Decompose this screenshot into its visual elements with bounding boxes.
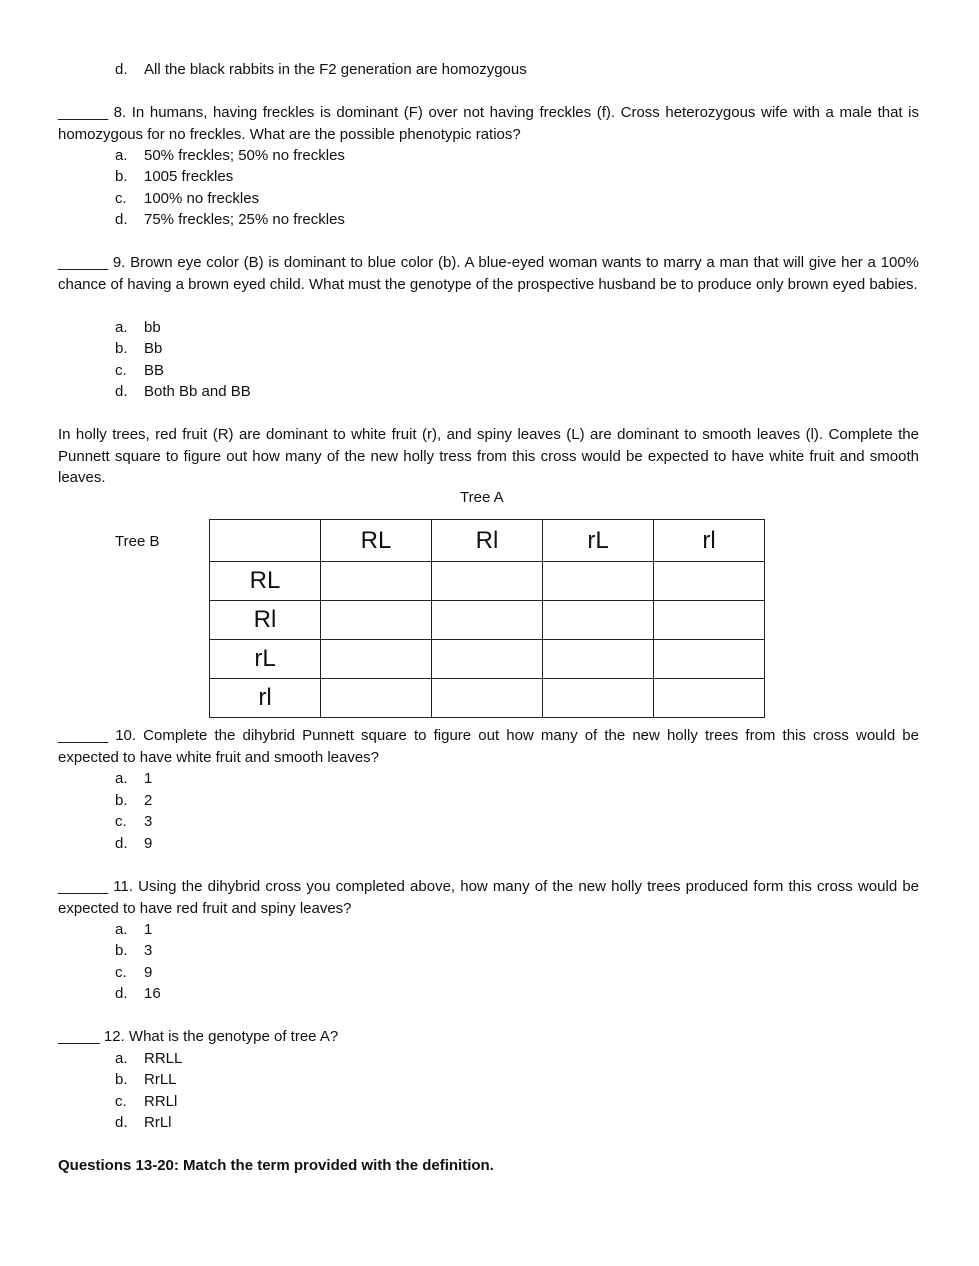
option-letter: d. <box>115 1114 128 1131</box>
tree-b-label: Tree B <box>115 533 160 550</box>
punnett-cell[interactable] <box>432 640 543 679</box>
option-text: 50% freckles; 50% no freckles <box>144 147 345 164</box>
punnett-cell[interactable] <box>543 562 654 601</box>
punnett-cell[interactable] <box>432 562 543 601</box>
tree-a-label: Tree A <box>460 489 504 506</box>
q12-option-b <box>115 1069 177 1091</box>
question-8 <box>58 102 919 145</box>
option-text: 3 <box>144 942 153 959</box>
question-11-text: 11. Using the dihybrid cross you completed above, how many of the new holly trees produced form this cross would be expected to have red fruit and spiny leaves? <box>58 878 920 917</box>
punnett-cell[interactable] <box>654 601 765 640</box>
answer-blank-9[interactable]: ______ <box>58 254 109 271</box>
option-letter: c. <box>115 813 127 830</box>
option-text: 1005 freckles <box>144 168 234 185</box>
question-9 <box>58 252 919 295</box>
prev-question-option-d <box>115 59 527 81</box>
question-8-text: 8. In humans, having freckles is dominant (F) over not having freckles (f). Cross heterozygous wife with a male that is homozygous for no freckles. What are the possible phenotypic ratios? <box>58 104 920 143</box>
option-text: bb <box>144 319 161 336</box>
q11-option-b <box>115 940 152 962</box>
punnett-col-header: rL <box>543 520 654 562</box>
q9-option-d <box>115 381 251 403</box>
punnett-cell[interactable] <box>321 640 432 679</box>
q12-option-c <box>115 1091 177 1113</box>
option-letter: d. <box>115 383 128 400</box>
punnett-corner-cell <box>210 520 321 562</box>
option-letter: c. <box>115 1093 127 1110</box>
option-text: All the black rabbits in the F2 generation are homozygous <box>144 61 527 78</box>
option-text: Bb <box>144 340 163 357</box>
q12-option-a <box>115 1048 182 1070</box>
q8-option-d <box>115 209 345 231</box>
punnett-header-row <box>210 520 765 562</box>
punnett-cell[interactable] <box>321 679 432 718</box>
punnett-cell[interactable] <box>432 601 543 640</box>
q9-option-c <box>115 360 164 382</box>
holly-intro: In holly trees, red fruit (R) are dominant to white fruit (r), and spiny leaves (L) are dominant to smooth leaves (l). Complete the Punnett square to figure out how many of the new holly tress from this cross would be expected to have white fruit and smooth leaves. <box>58 426 919 486</box>
q10-option-c <box>115 811 152 833</box>
option-text: RRLL <box>144 1050 183 1067</box>
q9-option-a <box>115 317 161 339</box>
q11-option-a <box>115 919 152 941</box>
punnett-row-header: Rl <box>210 601 321 640</box>
answer-blank-11[interactable]: ______ <box>58 878 109 895</box>
option-text: 16 <box>144 985 161 1002</box>
punnett-cell[interactable] <box>654 679 765 718</box>
option-text: 9 <box>144 835 153 852</box>
punnett-cell[interactable] <box>543 679 654 718</box>
option-text: 75% freckles; 25% no freckles <box>144 211 345 228</box>
option-text: RrLl <box>144 1114 172 1131</box>
answer-blank-12[interactable]: _____ <box>58 1028 100 1045</box>
option-letter: c. <box>115 362 127 379</box>
punnett-square <box>209 519 765 718</box>
option-text: RrLL <box>144 1071 177 1088</box>
option-letter: b. <box>115 340 128 357</box>
option-text: 100% no freckles <box>144 190 260 207</box>
punnett-col-header: rl <box>654 520 765 562</box>
punnett-row <box>210 562 765 601</box>
option-text: 1 <box>144 921 153 938</box>
punnett-row <box>210 601 765 640</box>
answer-blank-8[interactable]: ______ <box>58 104 109 121</box>
option-text: 3 <box>144 813 153 830</box>
option-letter: a. <box>115 147 128 164</box>
option-letter: d. <box>115 985 128 1002</box>
punnett-cell[interactable] <box>654 562 765 601</box>
punnett-row-header: rL <box>210 640 321 679</box>
punnett-cell[interactable] <box>543 640 654 679</box>
option-letter: d. <box>115 835 128 852</box>
q10-option-a <box>115 768 152 790</box>
q8-option-b <box>115 166 233 188</box>
option-text: 2 <box>144 792 153 809</box>
punnett-cell[interactable] <box>321 562 432 601</box>
option-text: RRLl <box>144 1093 178 1110</box>
punnett-row <box>210 640 765 679</box>
option-letter: a. <box>115 921 128 938</box>
option-letter: d. <box>115 211 128 228</box>
question-12 <box>58 1026 919 1048</box>
punnett-cell[interactable] <box>654 640 765 679</box>
q8-option-c <box>115 188 259 210</box>
q12-option-d <box>115 1112 172 1134</box>
punnett-cell[interactable] <box>432 679 543 718</box>
punnett-row <box>210 679 765 718</box>
q10-option-d <box>115 833 152 855</box>
section-heading: Questions 13-20: Match the term provided with the definition. <box>58 1157 494 1174</box>
question-9-text: 9. Brown eye color (B) is dominant to blue color (b). A blue-eyed woman wants to marry a man that will give her a 100% chance of having a brown eyed child. What must the genotype of the prospective husband be to produce only brown eyed babies. <box>58 254 919 293</box>
q10-option-b <box>115 790 152 812</box>
option-text: 9 <box>144 964 153 981</box>
option-letter: a. <box>115 770 128 787</box>
question-12-text: 12. What is the genotype of tree A? <box>103 1028 339 1045</box>
q9-option-b <box>115 338 162 360</box>
q11-option-d <box>115 983 161 1005</box>
option-letter: b. <box>115 942 128 959</box>
question-10 <box>58 725 919 768</box>
option-text: Both Bb and BB <box>144 383 251 400</box>
option-letter: b. <box>115 168 128 185</box>
punnett-col-header: RL <box>321 520 432 562</box>
punnett-col-header: Rl <box>432 520 543 562</box>
question-11 <box>58 876 919 919</box>
punnett-row-header: RL <box>210 562 321 601</box>
q11-option-c <box>115 962 152 984</box>
option-letter: a. <box>115 1050 128 1067</box>
punnett-cell[interactable] <box>543 601 654 640</box>
q8-option-a <box>115 145 345 167</box>
option-letter: b. <box>115 792 128 809</box>
option-text: BB <box>144 362 165 379</box>
option-letter: c. <box>115 190 127 207</box>
punnett-cell[interactable] <box>321 601 432 640</box>
answer-blank-10[interactable]: ______ <box>58 727 109 744</box>
option-letter: a. <box>115 319 128 336</box>
option-letter: d. <box>115 61 128 78</box>
option-letter: c. <box>115 964 127 981</box>
option-letter: b. <box>115 1071 128 1088</box>
option-text: 1 <box>144 770 153 787</box>
question-10-text: 10. Complete the dihybrid Punnett square to figure out how many of the new holly trees from this cross would be expected to have white fruit and smooth leaves? <box>58 727 919 766</box>
punnett-row-header: rl <box>210 679 321 718</box>
